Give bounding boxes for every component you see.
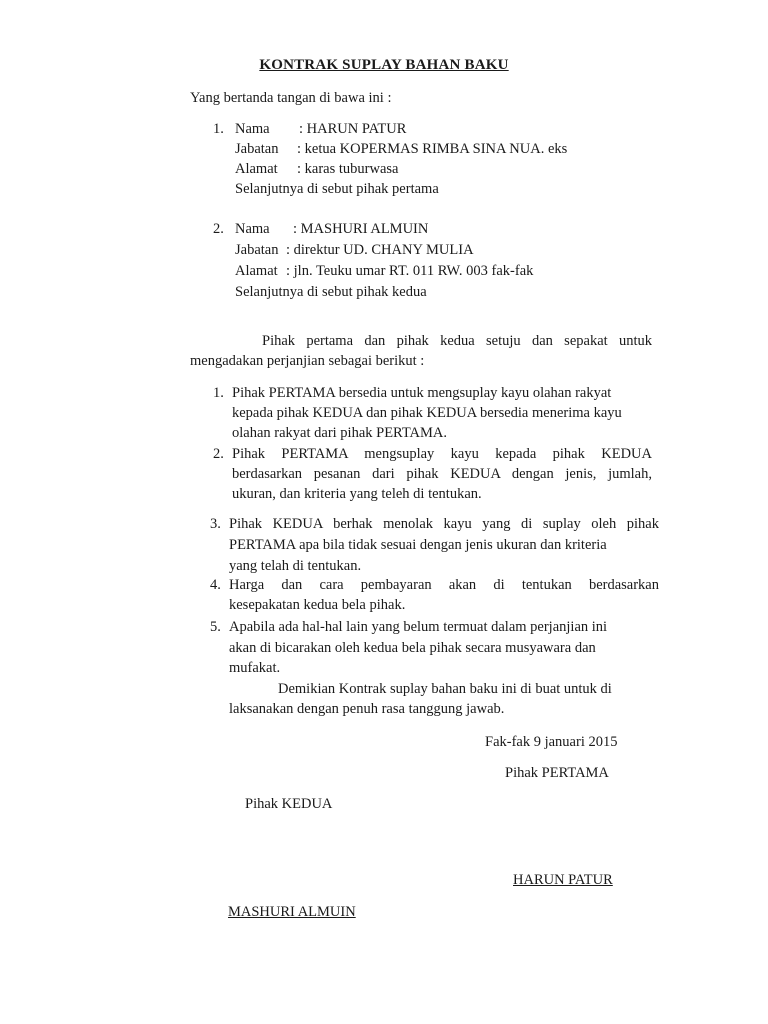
signature-second-name: MASHURI ALMUIN: [228, 904, 356, 920]
party-1-position-value: : ketua KOPERMAS RIMBA SINA NUA. eks: [297, 141, 568, 157]
party-1-name-label: Nama: [235, 121, 270, 137]
clause-4-line-1: Harga dan cara pembayaran akan di tentukan berdasarkan: [229, 577, 659, 593]
party-2-address-label: Alamat: [235, 263, 278, 279]
closing-line-2: laksanakan dengan penuh rasa tanggung jawab.: [229, 701, 505, 717]
signature-second-label: Pihak KEDUA: [245, 796, 333, 812]
signature-first-label: Pihak PERTAMA: [505, 765, 609, 781]
clause-5-number: 5.: [210, 619, 221, 635]
clause-5-line-2: akan di bicarakan oleh kedua bela pihak secara musyawara dan: [229, 640, 596, 656]
closing-line-1: Demikian Kontrak suplay bahan baku ini di buat untuk di: [278, 681, 612, 697]
agreement-intro-line-1: Pihak pertama dan pihak kedua setuju dan sepakat untuk: [262, 333, 652, 349]
clause-3-number: 3.: [210, 516, 221, 532]
party-2-number: 2.: [213, 221, 224, 237]
clause-3-line-2: PERTAMA apa bila tidak sesuai dengan jenis ukuran dan kriteria: [229, 537, 607, 553]
party-2-address-value: : jln. Teuku umar RT. 011 RW. 003 fak-fak: [286, 263, 534, 279]
clause-2-line-2: berdasarkan pesanan dari pihak KEDUA dengan jenis, jumlah,: [232, 466, 652, 482]
clause-4-line-2: kesepakatan kedua bela pihak.: [229, 597, 406, 613]
party-2-position-value: : direktur UD. CHANY MULIA: [286, 242, 474, 258]
clause-4-number: 4.: [210, 577, 221, 593]
clause-1-line-2: kepada pihak KEDUA dan pihak KEDUA bersedia menerima kayu: [232, 405, 622, 421]
clause-3-line-3: yang telah di tentukan.: [229, 558, 362, 574]
document-title: KONTRAK SUPLAY BAHAN BAKU: [259, 57, 509, 73]
party-2-note: Selanjutnya di sebut pihak kedua: [235, 284, 427, 300]
party-1-position-label: Jabatan: [235, 141, 279, 157]
intro-text: Yang bertanda tangan di bawa ini :: [190, 90, 392, 106]
party-2-name-value: : MASHURI ALMUIN: [293, 221, 429, 237]
clause-1-number: 1.: [213, 385, 224, 401]
signature-first-name: HARUN PATUR: [513, 872, 613, 888]
party-2-name-label: Nama: [235, 221, 270, 237]
party-1-number: 1.: [213, 121, 224, 137]
clause-5-line-1: Apabila ada hal-hal lain yang belum termuat dalam perjanjian ini: [229, 619, 608, 635]
party-1-name-value: : HARUN PATUR: [299, 121, 407, 137]
clause-2-line-3: ukuran, dan kriteria yang teleh di tentukan.: [232, 486, 482, 502]
party-1-note: Selanjutnya di sebut pihak pertama: [235, 181, 439, 197]
clause-1-line-1: Pihak PERTAMA bersedia untuk mengsuplay kayu olahan rakyat: [232, 385, 612, 401]
clause-5-line-3: mufakat.: [229, 660, 281, 676]
clause-3-line-1: Pihak KEDUA berhak menolak kayu yang di suplay oleh pihak: [229, 516, 659, 532]
clause-2-line-1: Pihak PERTAMA mengsuplay kayu kepada pihak KEDUA: [232, 446, 652, 462]
party-1-address-value: : karas tuburwasa: [297, 161, 399, 177]
clause-1-line-3: olahan rakyat dari pihak PERTAMA.: [232, 425, 448, 441]
clause-2-number: 2.: [213, 446, 224, 462]
agreement-intro-line-2: mengadakan perjanjian sebagai berikut :: [190, 353, 425, 369]
party-1-address-label: Alamat: [235, 161, 278, 177]
party-2-position-label: Jabatan: [235, 242, 279, 258]
place-date: Fak-fak 9 januari 2015: [485, 734, 618, 750]
